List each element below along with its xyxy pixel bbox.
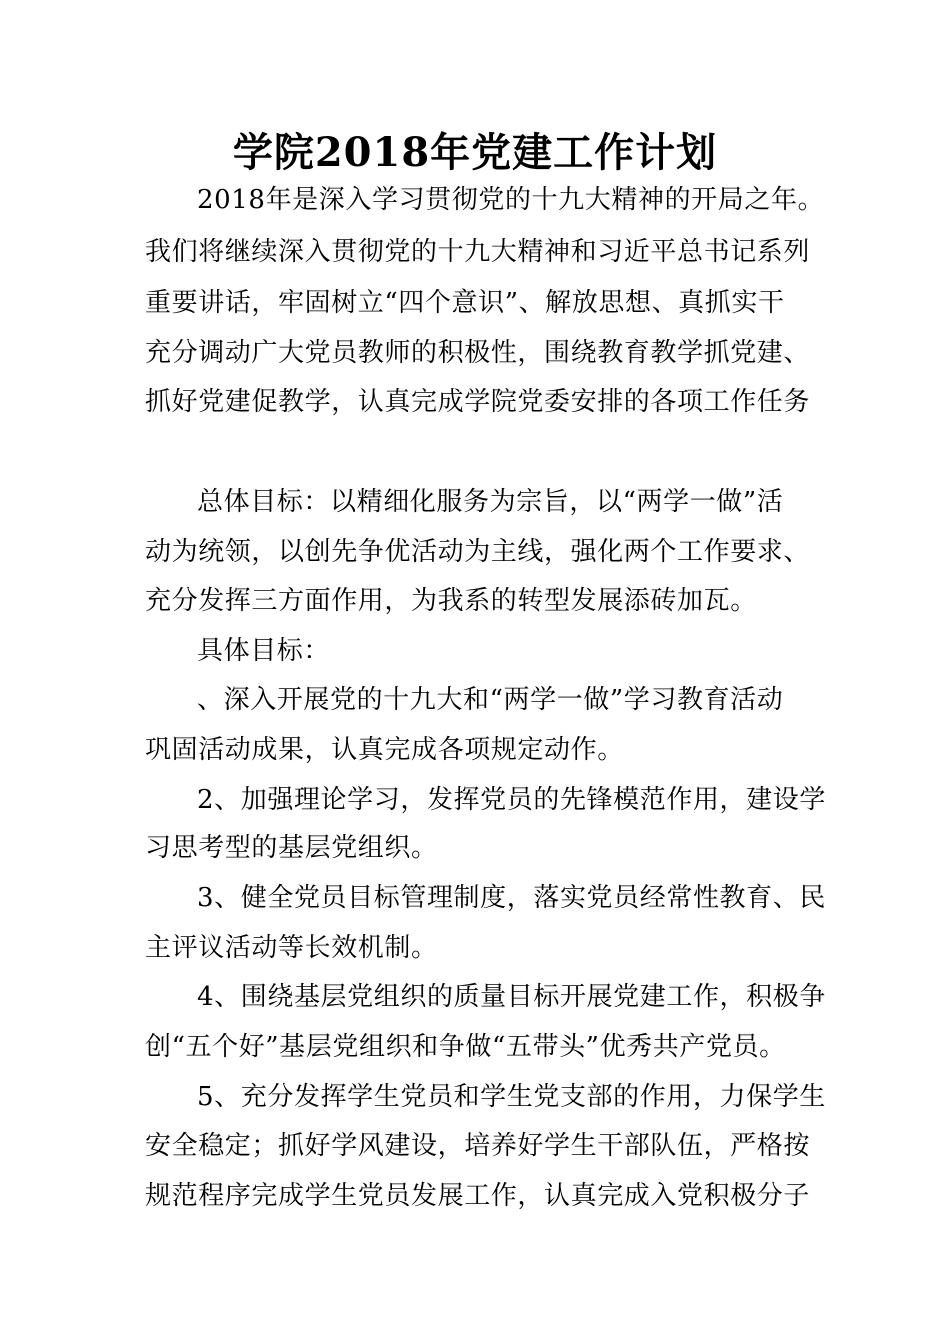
- list-item-line: 主评议活动等长效机制。: [145, 933, 438, 963]
- paragraph-line: 动为统领，以创先争优活动为主线，强化两个工作要求、: [145, 537, 811, 567]
- paragraph-line: 2018年是深入学习贯彻党的十九大精神的开局之年。: [197, 185, 825, 215]
- list-item-line: 规范程序完成学生党员发展工作，认真完成入党积极分子: [145, 1181, 811, 1211]
- paragraph-line: 抓好党建促教学，认真完成学院党委安排的各项工作任务: [145, 387, 811, 417]
- list-item-line: 3、健全党员目标管理制度，落实党员经常性教育、民: [197, 883, 826, 913]
- list-item-line: 安全稳定；抓好学风建设，培养好学生干部队伍，严格按: [145, 1131, 811, 1161]
- list-item-line: 习思考型的基层党组织。: [145, 833, 438, 863]
- paragraph-line: 我们将继续深入贯彻党的十九大精神和习近平总书记系列: [145, 237, 811, 267]
- paragraph-line: 重要讲话，牢固树立“四个意识”、解放思想、真抓实干: [145, 288, 785, 318]
- document-title: 学院2018年党建工作计划: [232, 129, 718, 176]
- list-item-line: 巩固活动成果，认真完成各项规定动作。: [145, 735, 624, 765]
- list-item-line: 2、加强理论学习，发挥党员的先锋模范作用，建设学: [197, 785, 826, 815]
- list-item-line: 、深入开展党的十九大和“两学一做”学习教育活动: [197, 685, 784, 715]
- list-item-line: 创“五个好”基层党组织和争做“五带头”优秀共产党员。: [145, 1032, 786, 1062]
- paragraph-line: 总体目标：以精细化服务为宗旨，以“两学一做”活: [197, 487, 784, 517]
- list-item-line: 5、充分发挥学生党员和学生党支部的作用，力保学生: [197, 1082, 826, 1112]
- paragraph-line: 具体目标：: [197, 636, 331, 666]
- paragraph-line: 充分调动广大党员教师的积极性，围绕教育教学抓党建、: [145, 338, 811, 368]
- list-item-line: 4、围绕基层党组织的质量目标开展党建工作，积极争: [197, 982, 826, 1012]
- paragraph-line: 充分发挥三方面作用，为我系的转型发展添砖加瓦。: [145, 586, 757, 616]
